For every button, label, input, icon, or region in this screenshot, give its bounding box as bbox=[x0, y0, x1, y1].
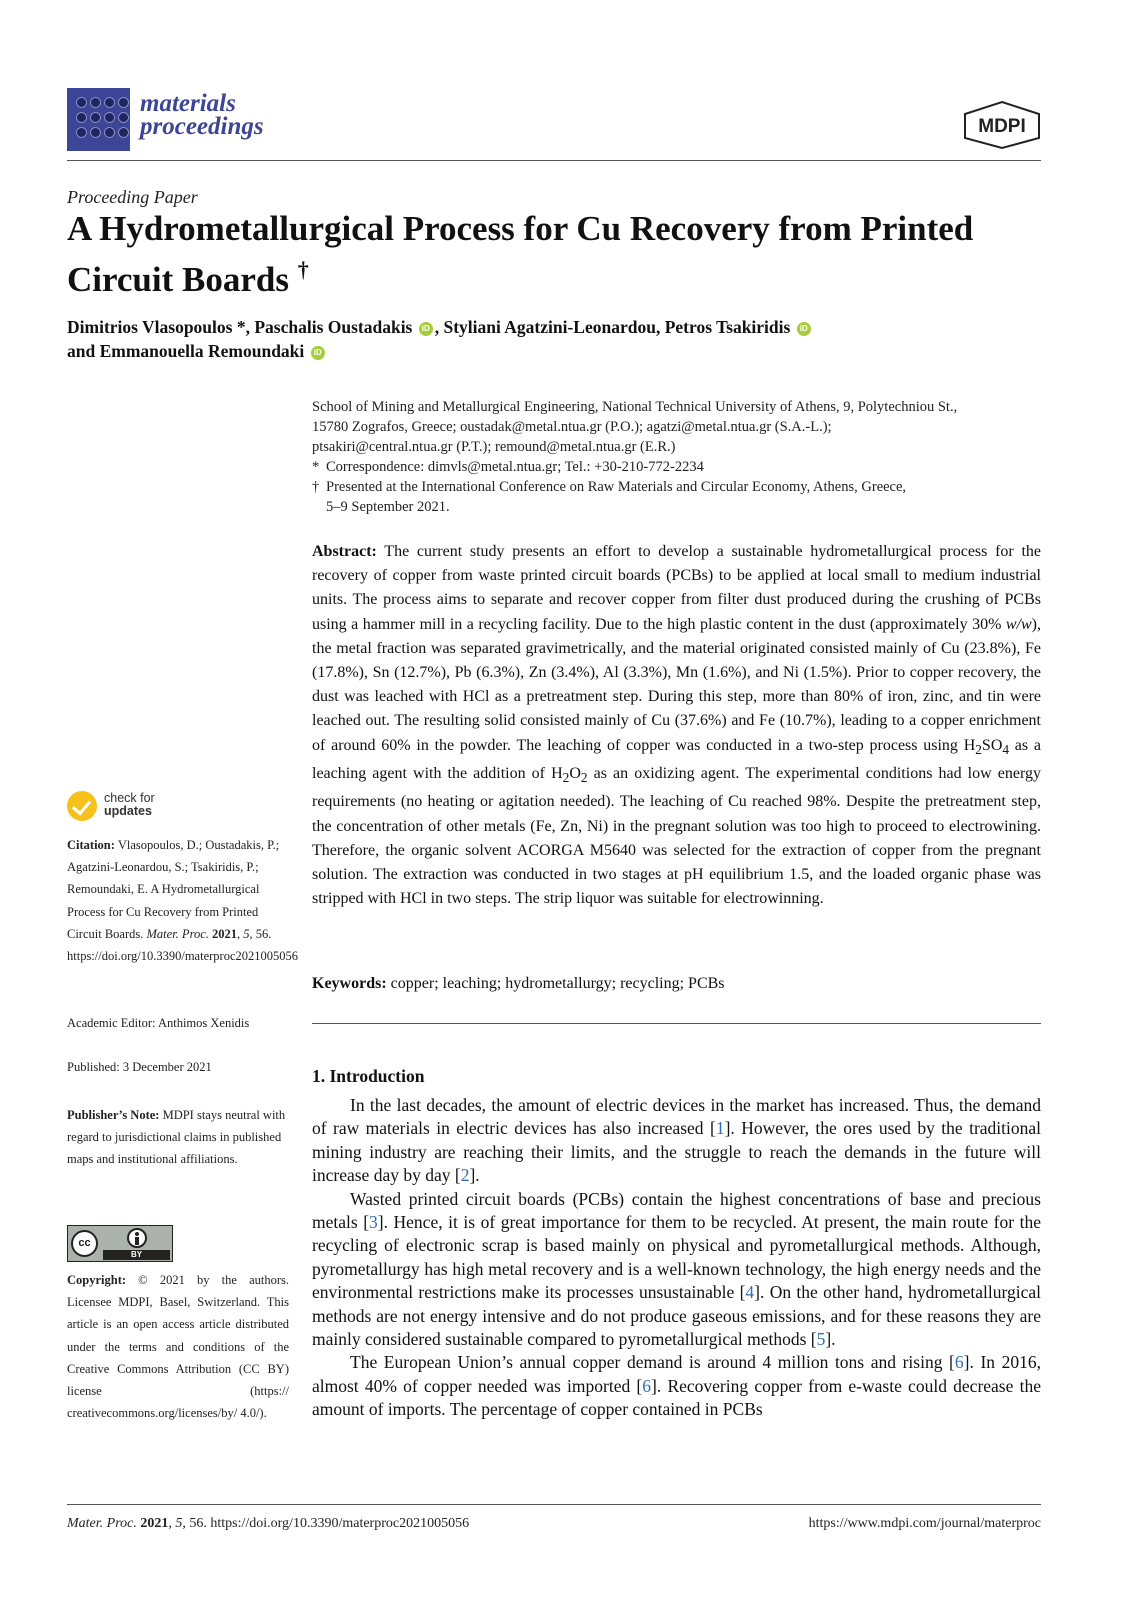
paragraph-text: ]. bbox=[825, 1329, 836, 1350]
subscript: 2 bbox=[562, 770, 570, 786]
citation-text: Vlasopoulos, D.; Oustadakis, P.; Agatzini-Leonardou, S.; Tsakiridis, P.; Remoundaki, E. A Hydrometallurgical Process for Cu Recovery from Printed Circuit Boards. bbox=[67, 838, 280, 941]
citation-link[interactable]: 6 bbox=[954, 1352, 964, 1373]
paragraph-text: Wasted printed circuit boards (PCBs) contain the highest concentrations of base and precious metals [ bbox=[312, 1188, 1041, 1233]
citation-link[interactable]: 4 bbox=[745, 1282, 755, 1303]
by-label: BY bbox=[103, 1250, 170, 1260]
abstract-text: O bbox=[569, 765, 581, 783]
published-date: Published: 3 December 2021 bbox=[67, 1060, 212, 1074]
journal-name-line1: materials bbox=[140, 90, 236, 117]
attribution-person-icon bbox=[127, 1228, 147, 1248]
citation-year: 2021 bbox=[212, 926, 238, 941]
affiliation-line: ptsakiri@central.ntua.gr (P.T.); remound@metal.ntua.gr (E.R.) bbox=[312, 439, 676, 455]
citation-link[interactable]: 5 bbox=[816, 1329, 826, 1350]
mdpi-logo-icon bbox=[963, 100, 1041, 150]
affiliations bbox=[312, 397, 1041, 517]
article-type: Proceeding Paper bbox=[67, 187, 198, 207]
article-title-text: A Hydrometallurgical Process for Cu Recovery from Printed Circuit Boards bbox=[67, 209, 974, 299]
citation-link[interactable]: 6 bbox=[642, 1375, 652, 1396]
paragraph-text: ]. On the other hand, hydrometallurgical methods are not energy intensive and do not produce gaseous emissions, and for these reasons they are mainly considered sustainable compared to pyrometallurgical methods [ bbox=[312, 1282, 1041, 1350]
checkmark-icon bbox=[67, 791, 97, 821]
orcid-icon[interactable]: iD bbox=[311, 346, 325, 360]
abstract-text: as a leaching agent with the addition of H bbox=[312, 736, 1041, 783]
abstract-text: ), the metal fraction was separated gravimetrically, and the material originated consisted mainly of Cu (23.8%), Fe (17.8%), Sn (12.7%), Pb (6.3%), Zn (3.4%), Al (3.3%), Mn (1.6%), and Ni (1.5%). Prior to copper recovery, the dust was leached with HCl as a pretreatment step. During this step, more than 80% of iron, zinc, and tin were leached out. The resulting solid consisted mainly of Cu (37.6%) and Fe (10.7%), leading to a copper enrichment of around 60% in the powder. The leaching of copper was conducted in a two-step process using H bbox=[312, 615, 1041, 754]
copyright-block bbox=[67, 1269, 289, 1424]
copyright-text: © 2021 by the authors. Licensee MDPI, Basel, Switzerland. This article is an open access article distributed under the terms and conditions of the Creative Commons Attribution (CC BY) license (https:// creativecommons.org/licenses/by/ 4.0/). bbox=[67, 1273, 289, 1421]
abstract-text: as an oxidizing agent. The experimental conditions had low energy requirements (no heating or agitation needed). The leaching of Cu reached 98%. Despite the pretreatment step, the concentration of other metals (Fe, Zn, Ni) in the pregnant solution was too high to proceed to electrowining. Therefore, the organic solvent ACORGA M5640 was selected for the extraction of copper from the pregnant solution. The extraction was conducted in two stages at pH equilibrium 1.5, and the loaded organic phase was stripped with HCl in two steps. The strip liquor was suitable for electrowinning. bbox=[312, 765, 1042, 908]
correspondence-line bbox=[312, 457, 1041, 477]
paragraph bbox=[312, 1351, 1041, 1421]
abstract-italic: w/w bbox=[1005, 615, 1032, 633]
keywords bbox=[312, 972, 1041, 996]
footer-divider bbox=[67, 1504, 1041, 1505]
abstract bbox=[312, 540, 1041, 911]
presented-text: Presented at the International Conference on Raw Materials and Circular Economy, Athens, Greece, bbox=[326, 479, 907, 495]
section-heading: 1. Introduction bbox=[312, 1066, 425, 1086]
subscript: 4 bbox=[1002, 741, 1010, 757]
presented-line-2: 5–9 September 2021. bbox=[326, 499, 450, 515]
authors-part3: and Emmanouella Remoundaki bbox=[67, 341, 305, 361]
citation-block: Citation: Vlasopoulos, D.; Oustadakis, P.; Agatzini-Leonardou, S.; Tsakiridis, P.; Remoundaki, E. A Hydrometallurgical Process for Cu Recovery from Printed Circuit Boards. Mater. Proc. 2021, 5, 56. https://doi.org/10.3390/materproc2021005056 bbox=[67, 838, 298, 964]
abstract-text: SO bbox=[981, 736, 1003, 754]
paragraph-text: The European Union’s annual copper demand is around 4 million tons and rising [ bbox=[350, 1352, 955, 1373]
section-divider bbox=[312, 1023, 1041, 1024]
footer-doi-link[interactable]: , 56. https://doi.org/10.3390/materproc2021005056 bbox=[182, 1516, 470, 1531]
citation-link[interactable]: 1 bbox=[715, 1118, 725, 1139]
title-footnote-mark: † bbox=[297, 257, 309, 282]
paragraph-text: ]. bbox=[469, 1165, 480, 1186]
paragraph-text: ]. In 2016, almost 40% of copper needed was imported [ bbox=[312, 1352, 1042, 1396]
keywords-label: Keywords: bbox=[312, 975, 387, 992]
orcid-icon[interactable]: iD bbox=[419, 322, 433, 336]
journal-name-line2: proceedings bbox=[140, 113, 264, 140]
footer-year: 2021 bbox=[140, 1516, 169, 1531]
citation-journal: Mater. Proc. bbox=[146, 926, 209, 941]
citation-link[interactable]: 2 bbox=[460, 1165, 470, 1186]
mdpi-logo-text: MDPI bbox=[978, 116, 1026, 137]
subscript: 2 bbox=[580, 770, 588, 786]
academic-editor: Academic Editor: Anthimos Xenidis bbox=[67, 1016, 250, 1030]
check-for-updates-line2: updates bbox=[104, 804, 152, 818]
affiliation-line: School of Mining and Metallurgical Engineering, National Technical University of Athens, 9, Polytechniou St., bbox=[312, 399, 958, 415]
correspondence-text: Correspondence: dimvls@metal.ntua.gr; Tel.: +30-210-772-2234 bbox=[326, 459, 704, 475]
paragraph bbox=[312, 1094, 1041, 1188]
check-for-updates-label bbox=[104, 792, 155, 818]
citation-doi-link[interactable]: , 56. https://doi.org/10.3390/materproc2021005056 bbox=[67, 926, 298, 964]
article-title bbox=[67, 208, 1041, 300]
authors-part2: , Styliani Agatzini-Leonardou, Petros Tsakiridis bbox=[434, 317, 791, 337]
affiliation-line: 15780 Zografos, Greece; oustadak@metal.ntua.gr (P.O.); agatzi@metal.ntua.gr (S.A.-L.); bbox=[312, 419, 832, 435]
body-text bbox=[312, 1094, 1041, 1422]
footer-journal-url[interactable]: https://www.mdpi.com/journal/materproc bbox=[808, 1516, 1041, 1531]
footer-volume: 5 bbox=[175, 1516, 183, 1531]
citation-link[interactable]: 3 bbox=[369, 1212, 378, 1233]
abstract-text: The current study presents an effort to develop a sustainable hydrometallurgical process for the recovery of copper from waste printed circuit boards (PCBs) to be applied at local small to medium industrial units. The process aims to separate and recover copper from filter dust produced during the crushing of PCBs using a hammer mill in a recycling facility. Due to the high plastic content in the dust (approximately 30% bbox=[312, 543, 1041, 633]
authors-part1: Dimitrios Vlasopoulos *, Paschalis Oustadakis bbox=[67, 317, 413, 337]
check-for-updates-line1: check for bbox=[104, 791, 155, 805]
presented-mark: † bbox=[312, 479, 320, 495]
paragraph-text: ]. However, the ores used by the traditional mining industry are reaching their limits, and the struggle to reach the demands in the future will increase day by day [ bbox=[312, 1118, 1041, 1186]
presented-line bbox=[312, 477, 1041, 497]
keywords-text: copper; leaching; hydrometallurgy; recycling; PCBs bbox=[386, 975, 725, 992]
journal-logo-icon bbox=[67, 88, 130, 151]
copyright-label: Copyright: bbox=[67, 1273, 127, 1287]
cc-icon: cc bbox=[71, 1230, 98, 1257]
author-list bbox=[67, 315, 1041, 363]
header-divider bbox=[67, 160, 1041, 161]
footer-citation: Mater. Proc. 2021, 5, 56. https://doi.org/10.3390/materproc2021005056 bbox=[67, 1516, 470, 1531]
journal-name bbox=[140, 92, 264, 138]
abstract-label: Abstract: bbox=[312, 543, 377, 560]
publishers-note-text: MDPI stays neutral with regard to jurisdictional claims in published maps and institutional affiliations. bbox=[67, 1108, 286, 1167]
cc-by-license-icon[interactable] bbox=[67, 1225, 173, 1262]
orcid-icon[interactable]: iD bbox=[797, 322, 811, 336]
footer-journal: Mater. Proc. bbox=[67, 1516, 137, 1531]
subscript: 2 bbox=[975, 741, 982, 757]
publishers-note-label: Publisher’s Note: bbox=[67, 1108, 160, 1122]
paragraph-text: In the last decades, the amount of electric devices in the market has increased. Thus, the demand of raw materials in electric devices has also increased [ bbox=[312, 1095, 1041, 1139]
paragraph-text: ]. Hence, it is of great importance for them to be recycled. At present, the main route for the recycling of electronic scrap is based mainly on physical and pyrometallurgical methods. Although, pyrometallurgy has high metal recovery and is a well-known technology, the high energy needs and the environmental restrictions make its processes unsustainable [ bbox=[312, 1212, 1041, 1303]
paragraph bbox=[312, 1188, 1041, 1352]
citation-label: Citation: bbox=[67, 838, 115, 852]
citation-volume: 5 bbox=[243, 926, 250, 941]
correspondence-mark: * bbox=[312, 459, 320, 475]
publishers-note bbox=[67, 1104, 289, 1171]
paragraph-text: ]. Recovering copper from e-waste could decrease the amount of imports. The percentage of copper contained in PCBs bbox=[312, 1375, 1041, 1420]
